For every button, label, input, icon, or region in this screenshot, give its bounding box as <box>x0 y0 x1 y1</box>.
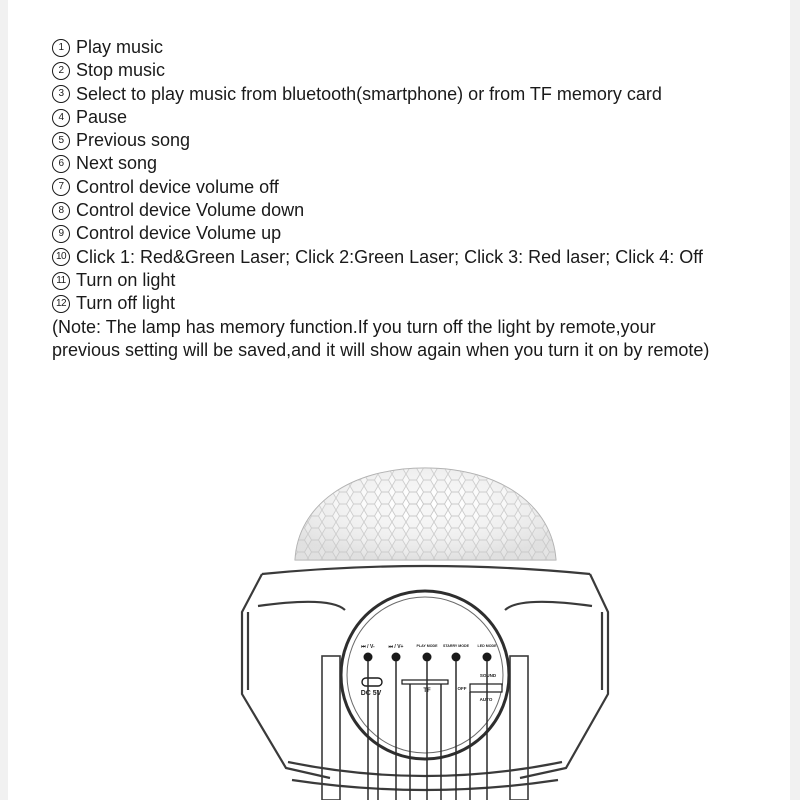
item-number: 4 <box>52 109 70 127</box>
item-number: 10 <box>52 248 70 266</box>
item-text: Next song <box>76 153 158 174</box>
switch-label-auto: AUTO <box>479 697 493 702</box>
button-label-led-mode: LED MODE <box>477 644 497 648</box>
note-line-2: previous setting will be saved,and it will show again when you turn it on by remote) <box>52 339 710 360</box>
disco-dome <box>295 468 556 560</box>
starry-mode-button[interactable] <box>452 653 461 662</box>
play-mode-button[interactable] <box>423 653 432 662</box>
item-text: Select to play music from bluetooth(smartphone) or from TF memory card <box>76 83 662 104</box>
button-label-prev-vol-down: ⏮ / V- <box>361 644 375 650</box>
item-text: Click 1: Red&Green Laser; Click 2:Green Laser; Click 3: Red laser; Click 4: Off <box>76 246 703 267</box>
item-text: Control device Volume up <box>76 223 282 244</box>
item-number: 7 <box>52 178 70 196</box>
item-text: Stop music <box>76 60 166 81</box>
item-number: 8 <box>52 202 70 220</box>
prev-volume-down-button[interactable] <box>364 653 373 662</box>
item-number: 11 <box>52 272 70 290</box>
led-mode-button[interactable] <box>483 653 492 662</box>
item-number: 9 <box>52 225 70 243</box>
next-volume-up-button[interactable] <box>392 653 401 662</box>
tf-card-slot[interactable] <box>402 680 448 684</box>
button-label-next-vol-up: ⏭ / V+ <box>388 644 404 650</box>
button-label-starry-mode: STARRY MODE <box>442 644 470 648</box>
mode-switch[interactable] <box>470 684 502 692</box>
item-text: Control device Volume down <box>76 200 305 221</box>
item-number: 5 <box>52 132 70 150</box>
item-text: Play music <box>76 37 164 57</box>
item-number: 12 <box>52 295 70 313</box>
button-label-play-mode: PLAY MODE <box>416 644 438 648</box>
item-number: 3 <box>52 85 70 103</box>
switch-label-sound: SOUND <box>479 673 497 678</box>
item-number: 6 <box>52 155 70 173</box>
tf-slot-label: TF <box>423 688 431 694</box>
item-text: Previous song <box>76 130 191 151</box>
usb-port[interactable] <box>362 678 382 686</box>
dc-port-label: DC 5V <box>360 690 382 697</box>
switch-label-off: OFF <box>457 686 467 691</box>
item-number: 1 <box>52 39 70 57</box>
item-text: Turn on light <box>76 269 176 290</box>
item-text: Turn off light <box>76 293 176 314</box>
item-text: Control device volume off <box>76 176 279 197</box>
item-text: Pause <box>76 106 128 127</box>
note-line-1: (Note: The lamp has memory function.If you turn off the light by remote,your <box>52 316 656 337</box>
item-number: 2 <box>52 62 70 80</box>
